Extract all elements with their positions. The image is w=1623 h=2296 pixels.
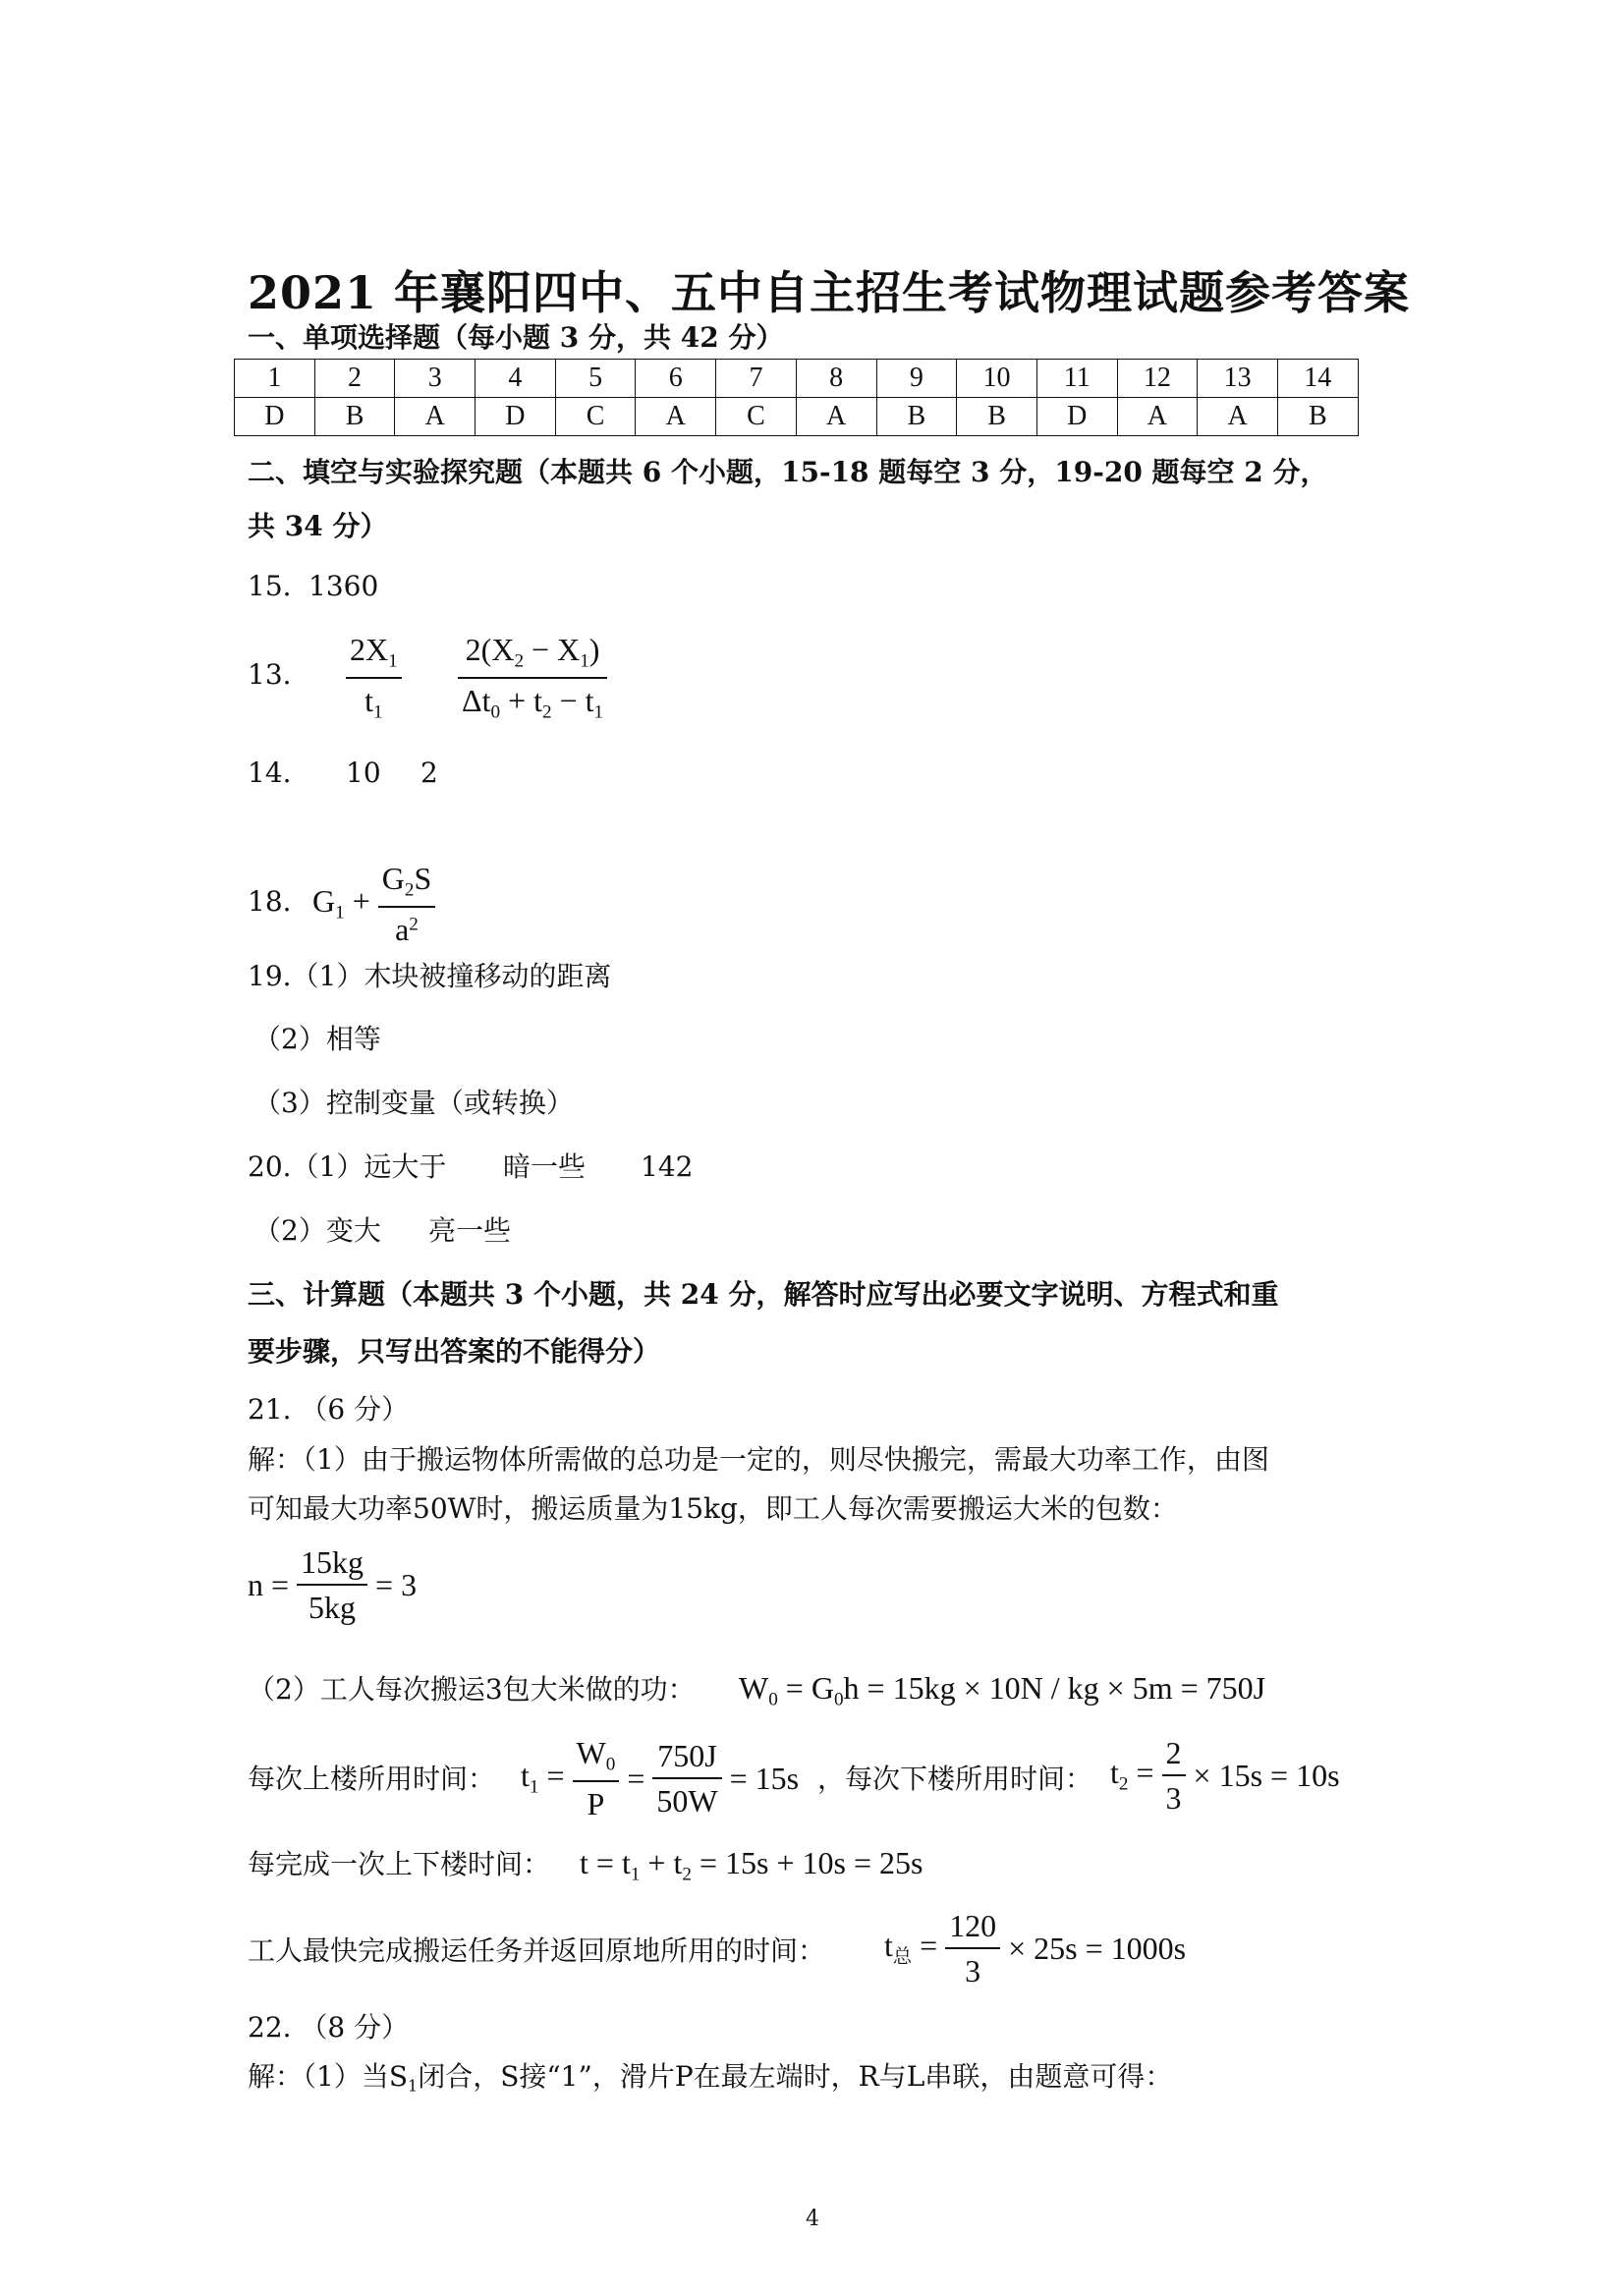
q21-equation-t2: $t_2$ = $\frac{2}{3}$ × 15s = 10s (1110, 1735, 1340, 1816)
q19-line2: （2）相等 (253, 1023, 381, 1055)
q20-answer-3: 142 (641, 1150, 694, 1183)
answer-table (234, 359, 1359, 436)
answer-cell: A (636, 398, 716, 436)
answer-cell: B (957, 398, 1037, 436)
q21-round-trip-text: 每完成一次上下楼时间： (248, 1848, 551, 1880)
section-1-heading: 一、单项选择题（每小题 3 分，共 42 分） (248, 321, 784, 354)
q18-answer: $G_1$ + $\frac{G_2S}{a^2}$ (312, 863, 435, 945)
answer-cell: A (1198, 398, 1278, 436)
q21-total-time-text: 工人最快完成搬运任务并返回原地所用的时间： (248, 1934, 826, 1967)
answer-cell: C (716, 398, 797, 436)
q21-equation-work: $W_0 = G_0h = 15kg \times 10N$ / kg × 5m = 750J (739, 1670, 1266, 1710)
q21-down-time-text: ，每次下楼所用时间： (817, 1763, 1093, 1795)
question-number-cell: 2 (314, 360, 395, 398)
q21-part2-text: （2）工人每次搬运3包大米做的功： (248, 1673, 696, 1706)
q20-line2-answer: 亮一些 (428, 1214, 512, 1247)
answer-cell: D (1036, 398, 1117, 436)
q21-equation-t1: $t_1$ = $\frac{W_0}{P}$ = $\frac{750J}{50W}$ = 15s (521, 1735, 800, 1821)
answer-cell: D (476, 398, 556, 436)
question-number-cell: 12 (1117, 360, 1198, 398)
q18-label: 18. (248, 885, 292, 918)
question-number-cell: 11 (1036, 360, 1117, 398)
page-number: 4 (806, 2207, 819, 2231)
q20-line1: 20.（1）远大于 (248, 1150, 447, 1183)
section-2-heading-line1: 二、填空与实验探究题（本题共 6 个小题，15-18 题每空 3 分，19-20 题每空 2 分， (248, 456, 1328, 488)
q21-equation-total: $t_总$ = $\frac{120}{3}$ × 25s = 1000s (884, 1908, 1187, 1988)
question-number-cell: 3 (395, 360, 476, 398)
answer-cell: A (1117, 398, 1198, 436)
q21-solution-line2: 可知最大功率50W时，搬运质量为15kg，即工人每次需要搬运大米的包数： (248, 1492, 1178, 1525)
question-number-cell: 6 (636, 360, 716, 398)
q19-line3: （3）控制变量（或转换） (253, 1087, 574, 1119)
q13-answer-2: $\frac{2(X_2 - X_1)}{\Delta t_0 + t_2 - t_1}$ (458, 634, 607, 722)
q22-solution-line1-b: 闭合，S接“1”，滑片P在最左端时，R与L串联，由题意可得： (418, 2060, 1173, 2093)
q20-answer-2: 暗一些 (503, 1150, 587, 1183)
q14-answer-1: 10 (346, 756, 381, 789)
q14-label: 14. (248, 756, 292, 789)
q20-line2: （2）变大 (253, 1214, 381, 1247)
question-number-cell: 10 (957, 360, 1037, 398)
table-row (235, 360, 1359, 398)
answer-cell: B (1277, 398, 1358, 436)
section-3-heading-line1: 三、计算题（本题共 3 个小题，共 24 分，解答时应写出必要文字说明、方程式和重 (248, 1278, 1279, 1311)
question-number-cell: 8 (796, 360, 876, 398)
question-number-cell: 5 (555, 360, 636, 398)
q21-solution-line1: 解：（1）由于搬运物体所需做的总功是一定的，则尽快搬完，需最大功率工作，由图 (248, 1443, 1269, 1476)
question-number-cell: 9 (876, 360, 957, 398)
answer-cell: A (796, 398, 876, 436)
question-number-cell: 7 (716, 360, 797, 398)
answer-cell: B (876, 398, 957, 436)
q22-solution-line1: 解：（1）当$S_1$闭合，S接“1”，滑片P在最左端时，R与L串联，由题意可得： (248, 2060, 1173, 2096)
answer-cell: B (314, 398, 395, 436)
q13-label: 13. (248, 658, 292, 691)
q21-equation-t: $t = t_1 + t_2 = 15s + 10s = 25s$ (580, 1845, 923, 1885)
q15-answer: 1360 (308, 570, 379, 602)
q14-answer-2: 2 (420, 756, 438, 789)
section-3-heading-line2: 要步骤，只写出答案的不能得分） (248, 1335, 661, 1368)
q21-equation-n: n = $\frac{15kg}{5kg}$ = 3 (248, 1544, 418, 1625)
q21-label: 21. （6 分） (248, 1393, 410, 1426)
question-number-cell: 13 (1198, 360, 1278, 398)
answer-cell: A (395, 398, 476, 436)
q13-answer-1: $\frac{2X_1}{t_1}$ (346, 634, 402, 722)
answer-cell: C (555, 398, 636, 436)
q19-line1: 19.（1）木块被撞移动的距离 (248, 960, 612, 992)
question-number-cell: 14 (1277, 360, 1358, 398)
q21-up-time-text: 每次上楼所用时间： (248, 1763, 496, 1795)
table-row (235, 398, 1359, 436)
q22-solution-line1-a: 解：（1）当S (248, 2060, 408, 2093)
q15-label: 15. (248, 570, 292, 602)
q22-label: 22. （8 分） (248, 2011, 410, 2044)
section-2-heading-line2: 共 34 分） (248, 510, 388, 542)
answer-cell: D (235, 398, 315, 436)
question-number-cell: 4 (476, 360, 556, 398)
question-number-cell: 1 (235, 360, 315, 398)
page-title: 2021 年襄阳四中、五中自主招生考试物理试题参考答案 (248, 266, 1411, 319)
